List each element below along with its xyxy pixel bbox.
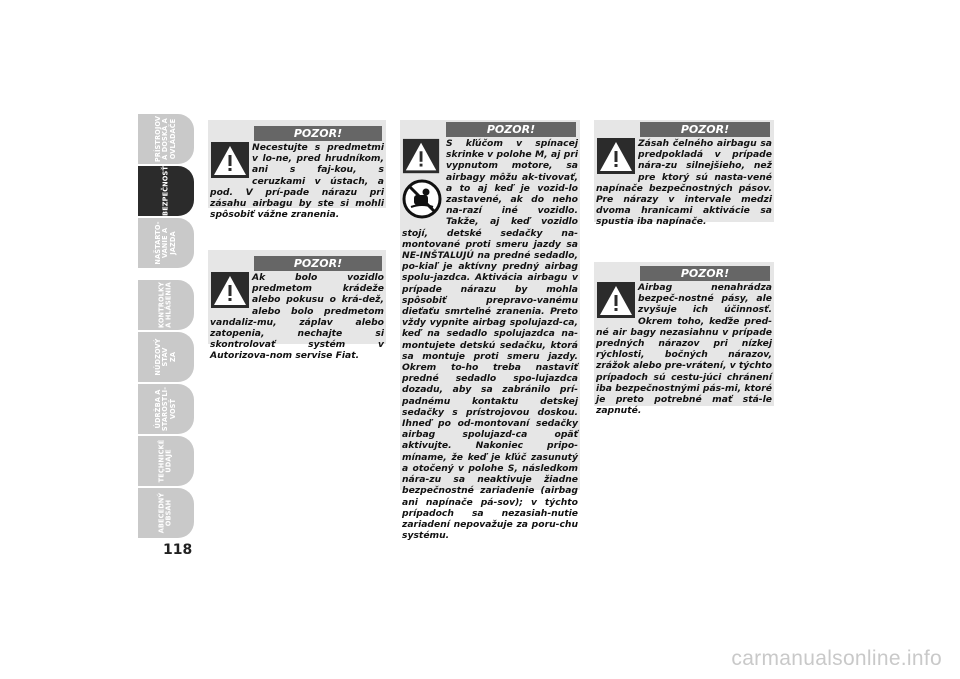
warning-text: Zásah čelného airbagu sa predpokladá v prípade nára-zu silnejšieho, než pre ktorý sú nasta-vené napínače bezpečnostných pásov. Pre nárazy v intervale medzi dvoma hranicami aktivácie sa spustia iba napínače.: [596, 138, 772, 228]
tab-abecedny-obsah[interactable]: [138, 488, 194, 538]
warning-header: POZOR!: [446, 122, 576, 137]
page-number: 118: [163, 542, 193, 558]
tab-label: KONTROLKY A HLÁSENIA: [157, 281, 173, 329]
warning-text: S kľúčom v spínacej skrinke v polohe M, aj pri vypnutom motore, sa airbagy môžu ak-tivovať, a to aj keď je vozid-lo zastavené, ak do neho na-razí iné vozidlo. Takže, aj keď vozidlo stojí, detské sedačky na-montované proti smeru jazdy sa NE-INŠTALUJÚ na predné sedadlo, po-kiaľ je aktívny predný airbag spolu-jazdca. Aktivácia airbagu v prípade nárazu by mohla spôsobiť prepravo-vanému dieťaťu smrteľné zranenia. Preto vždy vypnite airbag spolujazd-ca, keď na sedadlo spolujazdca na-montujete detskú sedačku, ktorá sa montuje proti smeru jazdy. Okrem to-ho treba nastaviť predné sedadlo spo-lujazdca dozadu, aby sa zabránilo prí-padnému kontaktu detskej sedačky s prístrojovou doskou. Ihneď po od-montovaní sedačky airbag spolujazd-ca opäť aktivujte. Nakoniec pripo-míname, že keď je kľúč zasunutý a otočený v polohe S, následkom nára-zu sa neaktivuje žiadne bezpečnostné zariadenie (airbag ani napínače pá-sov); v týchto prípadoch sa nezasiah-nutie zariadení nepovažuje za poru-chu systému.: [402, 138, 578, 542]
warning-triangle-icon: [596, 138, 638, 176]
tab-pristrojova-doska[interactable]: [138, 114, 194, 164]
warning-text: Airbag nenahrádza bezpeč-nostné pásy, ale zvyšuje ich účinnosť. Okrem toho, keďže pred-né air bagy nezasiahnu v prípade predných nárazov pri nízkej rýchlosti, bočných nárazov, zrážok alebo pre-vrátení, v týchto prípadoch sú cestu-júci chránení iba bezpečnostnými pás-mi, ktoré je preto potrebné mať stá-le zapnuté.: [596, 282, 772, 417]
watermark: carmanualsonline.info: [731, 647, 942, 670]
warning-box: [208, 120, 386, 221]
tab-kontrolky[interactable]: [138, 280, 194, 330]
warning-triangle-icon: [596, 282, 638, 320]
warning-box: [594, 120, 774, 228]
tab-technicke-udaje[interactable]: [138, 436, 194, 486]
warning-box: [594, 262, 774, 417]
tab-bezpecnost[interactable]: [138, 166, 194, 216]
tab-label: NÚDZOVÝ STAV ZA: [153, 338, 177, 376]
tab-udrzba[interactable]: [138, 384, 194, 434]
warning-header: POZOR!: [254, 126, 382, 141]
tab-nastartovanie[interactable]: [138, 218, 194, 268]
tab-label: ÚDRŽBA A STAROSTLI- VOSŤ: [153, 386, 177, 432]
tab-label: ABECEDNÝ OBSAH: [157, 492, 173, 534]
tab-label: PRÍSTROJOV Á DOSKA A OVLÁDAČE: [153, 115, 177, 163]
no-child-seat-airbag-icon: [402, 179, 442, 219]
warning-header: POZOR!: [254, 256, 382, 271]
warning-triangle-icon: [402, 138, 442, 176]
warning-box: [400, 120, 580, 542]
tab-label: NAŠTARTO- VANIE A JAZDA: [153, 221, 177, 265]
warning-header: POZOR!: [640, 266, 770, 281]
warning-text: Ak bolo vozidlo predmetom krádeže alebo pokusu o krá-dež, alebo bolo predmetom vandaliz-mu, záplav alebo zatopenia, nechajte si skontrolovať systém v Autorizova-nom servise Fiat.: [210, 272, 384, 362]
warning-header: POZOR!: [640, 122, 770, 137]
warning-triangle-icon: [210, 272, 252, 310]
tab-label: TECHNICKÉ ÚDAJE: [157, 439, 173, 483]
warning-text: Necestujte s predmetmi v lo-ne, pred hrudníkom, ani s faj-kou, s ceruzkami v ústach, a pod. V prí-pade nárazu pri zásahu airbagu by ste si mohli spôsobiť vážne zranenia.: [210, 142, 384, 221]
tab-nudzovy-stav[interactable]: [138, 332, 194, 382]
tab-label: BEZPEČNOSŤ: [161, 166, 170, 216]
warning-triangle-icon: [210, 142, 252, 180]
warning-box: [208, 250, 386, 362]
